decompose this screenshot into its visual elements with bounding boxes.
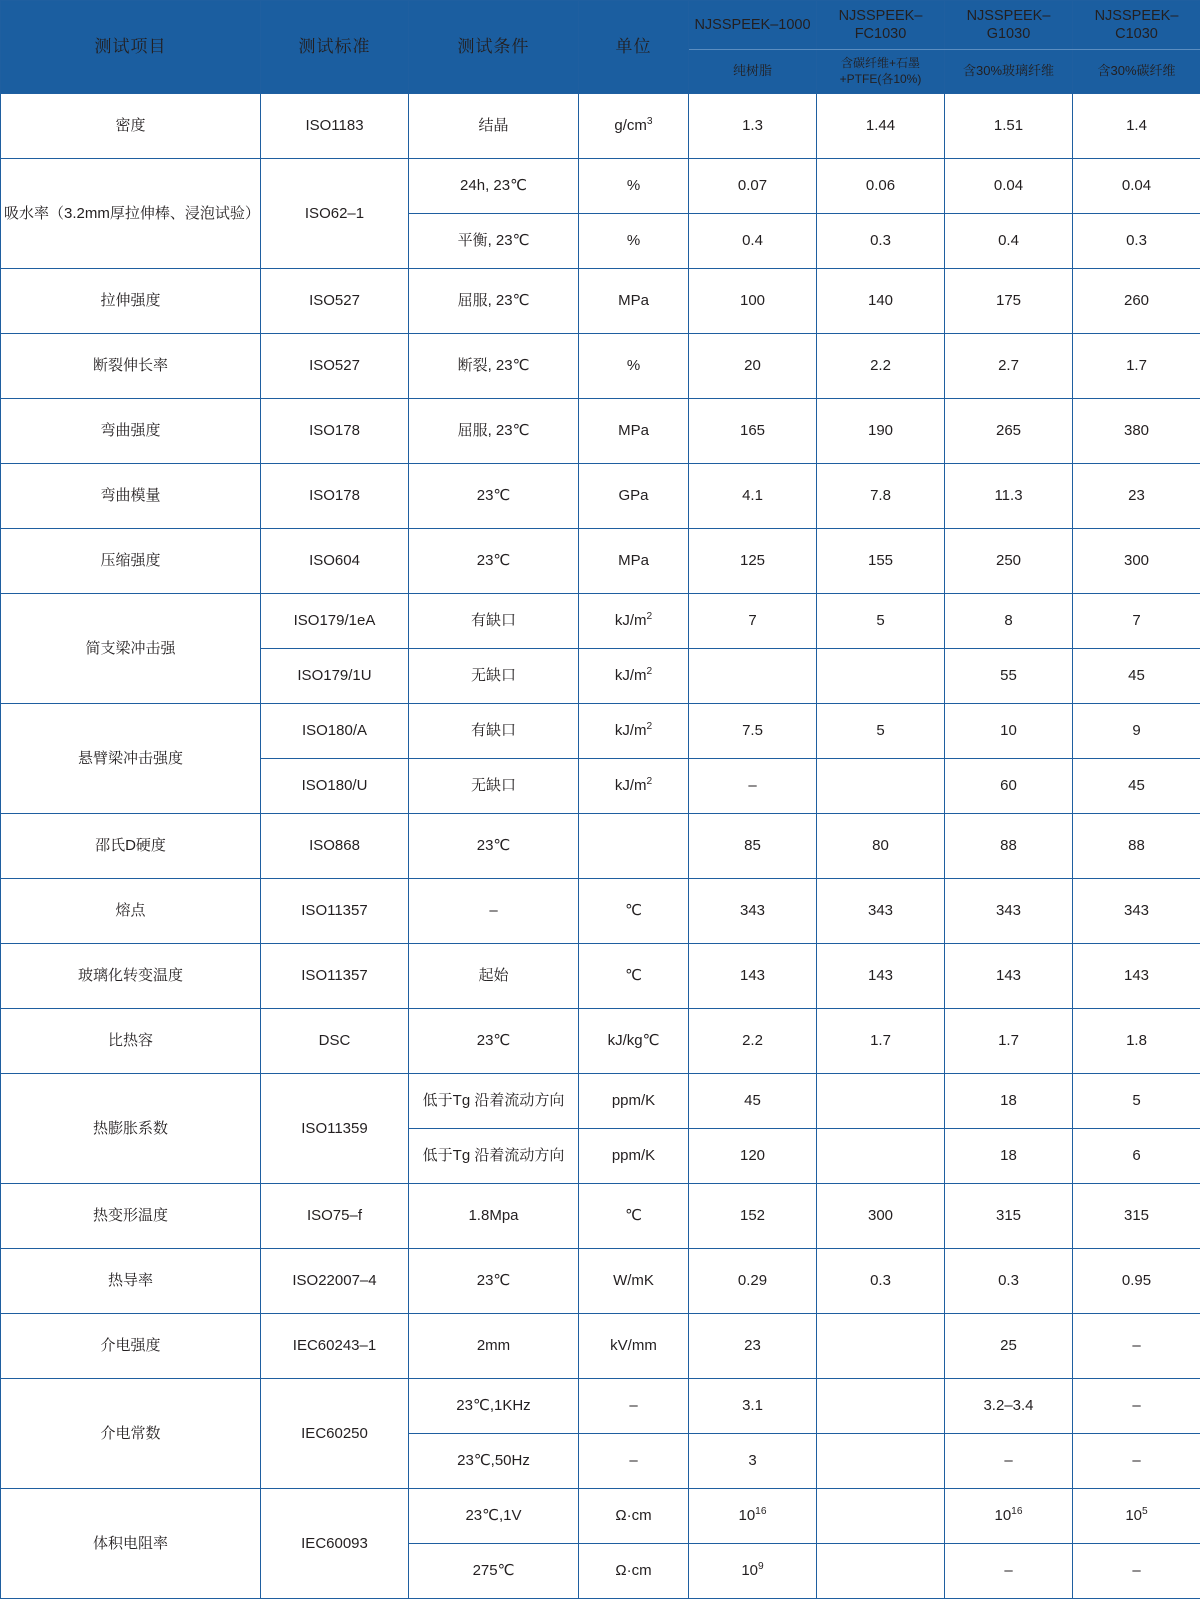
cell-test-condition: 23℃,1V [409, 1489, 579, 1544]
cell-value: 11.3 [945, 464, 1073, 529]
cell-value: 20 [689, 334, 817, 399]
cell-value: 0.07 [689, 159, 817, 214]
cell-value: 0.04 [945, 159, 1073, 214]
cell-value: – [945, 1434, 1073, 1489]
cell-test-item: 玻璃化转变温度 [1, 944, 261, 1009]
cell-test-standard: ISO22007–4 [261, 1249, 409, 1314]
table-row [1, 269, 1200, 334]
cell-value: 190 [817, 399, 945, 464]
cell-value: 6 [1073, 1129, 1200, 1184]
cell-unit: MPa [579, 269, 689, 334]
cell-value: 5 [817, 704, 945, 759]
cell-value: 143 [945, 944, 1073, 1009]
cell-value: 45 [1073, 649, 1200, 704]
cell-value: 343 [945, 879, 1073, 944]
cell-test-item: 拉伸强度 [1, 269, 261, 334]
cell-unit: $kJ/m^2$ [579, 759, 689, 814]
header-test-condition: 测试条件 [409, 1, 579, 94]
cell-test-item: 悬臂梁冲击强度 [1, 704, 261, 814]
header-unit: 单位 [579, 1, 689, 94]
cell-unit: % [579, 159, 689, 214]
cell-test-condition: 1.8Mpa [409, 1184, 579, 1249]
cell-unit: % [579, 334, 689, 399]
table-row [1, 399, 1200, 464]
table-row [1, 704, 1200, 759]
cell-value: 23 [689, 1314, 817, 1379]
cell-unit: MPa [579, 529, 689, 594]
cell-value: 10 [945, 704, 1073, 759]
cell-value: 23 [1073, 464, 1200, 529]
cell-test-standard: ISO178 [261, 464, 409, 529]
cell-unit: $kJ/m^2$ [579, 649, 689, 704]
cell-value: – [1073, 1544, 1200, 1599]
cell-value: 8 [945, 594, 1073, 649]
cell-value: 140 [817, 269, 945, 334]
cell-unit: ℃ [579, 879, 689, 944]
cell-test-condition: 23℃,50Hz [409, 1434, 579, 1489]
cell-test-condition: 23℃,1KHz [409, 1379, 579, 1434]
cell-value: 2.2 [817, 334, 945, 399]
header-product-3-desc: 含30%玻璃纤维 [945, 50, 1073, 94]
cell-test-condition: 275℃ [409, 1544, 579, 1599]
table-row [1, 159, 1200, 214]
header-product-3-name: NJSSPEEK–G1030 [945, 1, 1073, 50]
cell-unit: $kJ/m^2$ [579, 704, 689, 759]
cell-value: 2.7 [945, 334, 1073, 399]
cell-value: – [1073, 1314, 1200, 1379]
cell-test-condition: 断裂, 23℃ [409, 334, 579, 399]
cell-value [817, 1129, 945, 1184]
cell-value: 0.29 [689, 1249, 817, 1314]
cell-unit: kV/mm [579, 1314, 689, 1379]
cell-test-item: 简支梁冲击强 [1, 594, 261, 704]
cell-value [817, 1489, 945, 1544]
table-row [1, 944, 1200, 1009]
cell-unit [579, 814, 689, 879]
cell-test-condition: 23℃ [409, 464, 579, 529]
cell-test-standard: ISO868 [261, 814, 409, 879]
cell-value [817, 1544, 945, 1599]
table-row [1, 1074, 1200, 1129]
cell-value: 300 [817, 1184, 945, 1249]
header-product-4-name: NJSSPEEK–C1030 [1073, 1, 1200, 50]
cell-test-condition: 23℃ [409, 1009, 579, 1074]
cell-unit: – [579, 1434, 689, 1489]
cell-value: 18 [945, 1074, 1073, 1129]
cell-value: 1.44 [817, 94, 945, 159]
cell-test-standard: ISO179/1eA [261, 594, 409, 649]
cell-value [817, 1314, 945, 1379]
cell-test-item: 体积电阻率 [1, 1489, 261, 1599]
cell-test-condition: 无缺口 [409, 649, 579, 704]
table-row [1, 1314, 1200, 1379]
cell-test-item: 吸水率（3.2mm厚拉伸棒、浸泡试验） [1, 159, 261, 269]
cell-test-standard: DSC [261, 1009, 409, 1074]
header-product-1-name: NJSSPEEK–1000 [689, 1, 817, 50]
cell-value: 1.4 [1073, 94, 1200, 159]
cell-test-condition: – [409, 879, 579, 944]
cell-value: 265 [945, 399, 1073, 464]
cell-value: 18 [945, 1129, 1073, 1184]
cell-value: 60 [945, 759, 1073, 814]
table-row [1, 529, 1200, 594]
cell-value: $10^{16}$ [689, 1489, 817, 1544]
cell-value: 0.3 [817, 1249, 945, 1314]
cell-test-item: 介电常数 [1, 1379, 261, 1489]
cell-test-condition: 2mm [409, 1314, 579, 1379]
cell-value: 0.4 [689, 214, 817, 269]
cell-value: 5 [817, 594, 945, 649]
cell-value: 3.1 [689, 1379, 817, 1434]
cell-value: 100 [689, 269, 817, 334]
cell-test-item: 弯曲模量 [1, 464, 261, 529]
table-row [1, 1379, 1200, 1434]
cell-unit: $kJ/m^2$ [579, 594, 689, 649]
header-product-2-desc: 含碳纤维+石墨+PTFE(各10%) [817, 50, 945, 94]
cell-value [817, 759, 945, 814]
cell-value: 0.3 [817, 214, 945, 269]
cell-value: 0.4 [945, 214, 1073, 269]
cell-test-condition: 结晶 [409, 94, 579, 159]
header-test-standard: 测试标准 [261, 1, 409, 94]
cell-test-item: 压缩强度 [1, 529, 261, 594]
cell-value: 88 [945, 814, 1073, 879]
table-row [1, 94, 1200, 159]
cell-value: 2.2 [689, 1009, 817, 1074]
cell-value: $10^5$ [1073, 1489, 1200, 1544]
cell-value: 343 [689, 879, 817, 944]
cell-test-standard: ISO1183 [261, 94, 409, 159]
cell-value: 315 [1073, 1184, 1200, 1249]
cell-unit: ppm/K [579, 1074, 689, 1129]
cell-test-item: 邵氏D硬度 [1, 814, 261, 879]
cell-value: 0.95 [1073, 1249, 1200, 1314]
cell-test-standard: ISO75–f [261, 1184, 409, 1249]
cell-test-condition: 23℃ [409, 529, 579, 594]
cell-value: 25 [945, 1314, 1073, 1379]
cell-test-item: 熔点 [1, 879, 261, 944]
cell-value: 1.51 [945, 94, 1073, 159]
cell-value: 80 [817, 814, 945, 879]
cell-test-condition: 屈服, 23℃ [409, 269, 579, 334]
table-row [1, 334, 1200, 399]
cell-test-item: 热膨胀系数 [1, 1074, 261, 1184]
header-product-4-desc: 含30%碳纤维 [1073, 50, 1200, 94]
cell-value: 55 [945, 649, 1073, 704]
cell-value: 380 [1073, 399, 1200, 464]
cell-test-standard: ISO527 [261, 334, 409, 399]
cell-value: 120 [689, 1129, 817, 1184]
cell-value: 9 [1073, 704, 1200, 759]
cell-value: 143 [689, 944, 817, 1009]
cell-unit: $g/cm^3$ [579, 94, 689, 159]
cell-test-condition: 起始 [409, 944, 579, 1009]
cell-test-condition: 低于Tg 沿着流动方向 [409, 1129, 579, 1184]
cell-test-item: 热变形温度 [1, 1184, 261, 1249]
cell-value [689, 649, 817, 704]
cell-test-standard: ISO180/A [261, 704, 409, 759]
cell-value: 7 [1073, 594, 1200, 649]
cell-test-condition: 屈服, 23℃ [409, 399, 579, 464]
cell-value: 343 [1073, 879, 1200, 944]
cell-test-standard: ISO178 [261, 399, 409, 464]
cell-value: 165 [689, 399, 817, 464]
cell-value: 1.8 [1073, 1009, 1200, 1074]
cell-test-condition: 无缺口 [409, 759, 579, 814]
cell-value: 143 [1073, 944, 1200, 1009]
cell-unit: ℃ [579, 944, 689, 1009]
cell-value: $10^{16}$ [945, 1489, 1073, 1544]
cell-value: 300 [1073, 529, 1200, 594]
cell-value: 0.3 [1073, 214, 1200, 269]
cell-test-standard: ISO179/1U [261, 649, 409, 704]
cell-test-standard: ISO604 [261, 529, 409, 594]
cell-value: – [1073, 1434, 1200, 1489]
table-row [1, 464, 1200, 529]
cell-test-item: 密度 [1, 94, 261, 159]
cell-test-standard: ISO11357 [261, 879, 409, 944]
cell-value: 7 [689, 594, 817, 649]
cell-test-item: 断裂伸长率 [1, 334, 261, 399]
cell-unit: ppm/K [579, 1129, 689, 1184]
cell-value: 155 [817, 529, 945, 594]
cell-value: 3 [689, 1434, 817, 1489]
cell-test-standard: ISO180/U [261, 759, 409, 814]
cell-unit: Ω·cm [579, 1544, 689, 1599]
cell-value: 85 [689, 814, 817, 879]
cell-value: 45 [1073, 759, 1200, 814]
cell-value: 88 [1073, 814, 1200, 879]
cell-test-standard: ISO527 [261, 269, 409, 334]
cell-test-item: 热导率 [1, 1249, 261, 1314]
cell-unit: MPa [579, 399, 689, 464]
cell-value: 152 [689, 1184, 817, 1249]
cell-unit: Ω·cm [579, 1489, 689, 1544]
cell-test-item: 弯曲强度 [1, 399, 261, 464]
table-header [1, 1, 1200, 94]
table-body [1, 94, 1200, 1599]
table-row [1, 1489, 1200, 1544]
table-row [1, 1249, 1200, 1314]
cell-value: – [689, 759, 817, 814]
header-test-item: 测试项目 [1, 1, 261, 94]
cell-unit: ℃ [579, 1184, 689, 1249]
cell-test-standard: IEC60093 [261, 1489, 409, 1599]
cell-value: 4.1 [689, 464, 817, 529]
cell-value [817, 1074, 945, 1129]
cell-value: 3.2–3.4 [945, 1379, 1073, 1434]
cell-value: 1.7 [945, 1009, 1073, 1074]
header-product-2-name: NJSSPEEK–FC1030 [817, 1, 945, 50]
cell-unit: % [579, 214, 689, 269]
header-product-1-desc: 纯树脂 [689, 50, 817, 94]
cell-test-standard: ISO11357 [261, 944, 409, 1009]
table-row [1, 1009, 1200, 1074]
table-row [1, 1184, 1200, 1249]
cell-value [817, 1434, 945, 1489]
cell-test-standard: IEC60243–1 [261, 1314, 409, 1379]
cell-value: 343 [817, 879, 945, 944]
cell-value: 260 [1073, 269, 1200, 334]
cell-test-item: 介电强度 [1, 1314, 261, 1379]
cell-value: 0.06 [817, 159, 945, 214]
cell-value: 1.7 [1073, 334, 1200, 399]
table-row [1, 814, 1200, 879]
cell-unit: kJ/kg℃ [579, 1009, 689, 1074]
cell-value: 143 [817, 944, 945, 1009]
cell-value: 7.8 [817, 464, 945, 529]
cell-value: 0.3 [945, 1249, 1073, 1314]
cell-test-condition: 23℃ [409, 1249, 579, 1314]
cell-value: 315 [945, 1184, 1073, 1249]
table-row [1, 594, 1200, 649]
cell-value: 45 [689, 1074, 817, 1129]
cell-value: 1.7 [817, 1009, 945, 1074]
cell-test-condition: 有缺口 [409, 594, 579, 649]
cell-value: 5 [1073, 1074, 1200, 1129]
cell-value: – [945, 1544, 1073, 1599]
cell-value: 7.5 [689, 704, 817, 759]
cell-value: $10^9$ [689, 1544, 817, 1599]
cell-value: – [1073, 1379, 1200, 1434]
cell-test-condition: 平衡, 23℃ [409, 214, 579, 269]
cell-value: 125 [689, 529, 817, 594]
table-row [1, 879, 1200, 944]
cell-test-standard: ISO62–1 [261, 159, 409, 269]
cell-test-condition: 23℃ [409, 814, 579, 879]
cell-test-condition: 低于Tg 沿着流动方向 [409, 1074, 579, 1129]
cell-unit: – [579, 1379, 689, 1434]
cell-value [817, 649, 945, 704]
cell-test-item: 比热容 [1, 1009, 261, 1074]
cell-value: 250 [945, 529, 1073, 594]
cell-value [817, 1379, 945, 1434]
cell-test-condition: 有缺口 [409, 704, 579, 759]
cell-test-standard: IEC60250 [261, 1379, 409, 1489]
cell-unit: GPa [579, 464, 689, 529]
cell-value: 1.3 [689, 94, 817, 159]
cell-unit: W/mK [579, 1249, 689, 1314]
cell-value: 0.04 [1073, 159, 1200, 214]
cell-value: 175 [945, 269, 1073, 334]
cell-test-standard: ISO11359 [261, 1074, 409, 1184]
cell-test-condition: 24h, 23℃ [409, 159, 579, 214]
